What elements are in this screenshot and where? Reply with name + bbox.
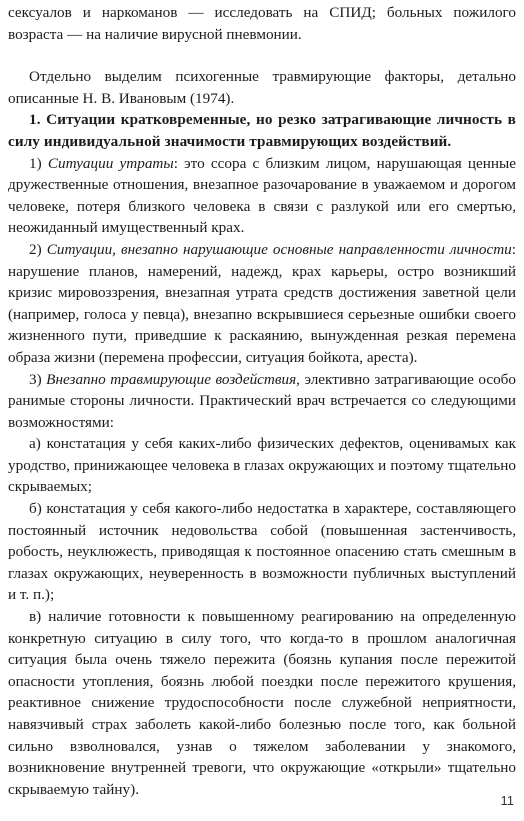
item-number: 1) — [29, 154, 48, 172]
item-number: 3) — [29, 370, 47, 388]
item-number: 2) — [29, 240, 47, 258]
section-heading-short-term-situations: 1. Ситуации кратковременные, но резко затрагивающие личность в силу индивидуальной значимости травмирующих воздействий. — [8, 111, 516, 150]
physical-defects-paragraph: а) констатация у себя каких-либо физических дефектов, оценивамых как уродство, принижающее человека в глазах окружающих и поэтому тщательно скрываемых; — [8, 435, 516, 496]
psychogenic-factors-intro-paragraph: Отдельно выделим психогенные травмирующие факторы, детально описанные Н. В. Ивановым (1974). — [8, 68, 516, 107]
item-title-italic: Ситуации, внезапно нарушающие основные направленности личности — [46, 240, 512, 258]
character-flaw-paragraph: б) констатация у себя какого-либо недостатка в характере, составляющего постоянный источник недовольства собой (повышенная застенчивость, робость, неуклюжесть, приводящая к постоянное опасению стать смешным в глазах окружающих, неуверенность в возможности публичных выступлений и т. п.); — [8, 500, 516, 604]
intro-continuation-paragraph: сексуалов и наркоманов — исследовать на СПИД; больных пожилого возраста — на наличие вирусной пневмонии. — [8, 4, 516, 43]
loss-situations-paragraph — [8, 153, 516, 239]
item-title-italic: Внезапно травмирующие воздействия — [46, 370, 297, 388]
page-body — [8, 2, 516, 800]
item-body: : нарушение планов, намерений, надежд, крах карьеры, остро возникший кризис мировоззрения, внезапная утрата средств достижения заветной цели (например, голоса у певца), внезапно вскрывшиеся серьезные ошибки своего жизненного пути, приведшие к раскаянию, вынужденная резкая перемена образа жизни (перемена профессии, ситуация бойкота, ареста). — [8, 240, 517, 366]
item-body: : это ссора с близким лицом, нарушающая ценные дружественные отношения, внезапное разочарование в уважаемом и дорогом человеке, потеря близкого человека в связи с разлукой или его смертью, неожиданный имущественный крах. — [8, 154, 516, 237]
sudden-trauma-paragraph — [8, 369, 516, 434]
item-body: , элективно затрагивающие особо ранимые стороны личности. Практический врач встречается со следующими возможностями: — [8, 370, 516, 431]
page-number: 11 — [500, 793, 514, 808]
item-title-italic: Ситуации утраты — [47, 154, 174, 172]
personality-disruption-paragraph — [8, 239, 516, 369]
heightened-reaction-paragraph: в) наличие готовности к повышенному реагированию на определенную конкретную ситуацию в силу того, что когда-то в прошлом аналогичная ситуация была очень тяжело пережита (боязнь купания после пережитой опасности утопления, боязнь любой поездки после пережитого крушения, реактивное снижение трудоспособности после служебной неприятности, навязчивый страх заболеть какой-либо болезнью после того, как больной сильно взволновался, узнав о тяжелом заболевании у знакомого, возникновение внутренней тревоги, что окружающие «открыли» тщательно скрываемую тайну). — [8, 608, 516, 798]
